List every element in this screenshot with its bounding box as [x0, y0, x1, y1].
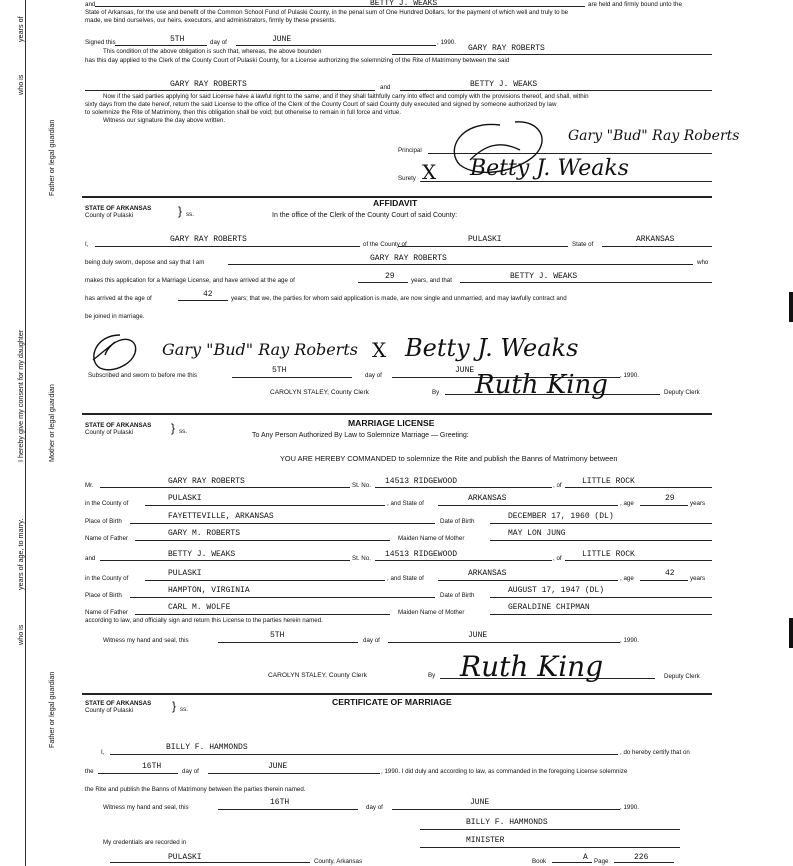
- cert-officiant: BILLY F. HAMMONDS: [466, 818, 548, 827]
- cert-the: the: [85, 768, 94, 775]
- affiant-bride-signature: Betty J. Weaks: [405, 334, 579, 362]
- bond-line2: State of Arkansas, for the use and benefit of the Common School Fund of Pulaski County, in the penal sum of One Hundred Dollars, for the payment of which well and truly to be: [85, 9, 569, 16]
- bond-and: and: [85, 1, 96, 8]
- lic-maiden: Maiden Name of Mother: [398, 535, 465, 542]
- cert-state: STATE OF ARKANSAS: [85, 700, 152, 707]
- aff-subscribed: Subscribed and sworn to before me this: [88, 372, 198, 379]
- lic-groom-state: ARKANSAS: [468, 494, 507, 503]
- lic-in-county: in the County of: [85, 500, 129, 507]
- cert-day-of: day of: [182, 768, 199, 775]
- aff-sub-year: , 1990.: [620, 372, 639, 379]
- aff-clerk-signature: Ruth King: [475, 370, 608, 400]
- aff-by: By: [432, 389, 440, 396]
- bond-held-bound: are held and firmly bound unto the: [588, 1, 682, 8]
- aff-makes: makes this application for a Marriage License, and have arrived at the age of: [85, 277, 295, 284]
- aff-years-that: years, and that: [411, 277, 452, 284]
- margin-who-is: who is: [16, 74, 25, 95]
- lic-clerk-signature: Ruth King: [460, 650, 604, 683]
- scan-mark: [789, 292, 793, 322]
- cert-w-dayof: day of: [366, 804, 383, 811]
- cert-county-ark: County, Arkansas: [314, 858, 363, 865]
- bond-principal-label: Principal: [398, 147, 422, 154]
- lic-w-month: JUNE: [468, 631, 488, 640]
- cert-i: I,: [101, 749, 105, 756]
- aff-state: STATE OF ARKANSAS: [85, 205, 152, 212]
- bond-groom2: GARY RAY ROBERTS: [170, 80, 247, 89]
- bond-day-of: day of: [210, 39, 227, 46]
- cert-w-day: 16TH: [270, 798, 290, 807]
- aff-age1: 29: [385, 272, 395, 281]
- bond-line3: made, we bind ourselves, our heirs, executors, and administrators, firmly by these presents.: [85, 17, 337, 24]
- lic-w-year: , 1990.: [620, 637, 639, 644]
- lic-deputy: Deputy Clerk: [664, 673, 700, 680]
- lic-groom-age: 29: [665, 494, 675, 503]
- bond-witness: Witness our signature the day above written.: [103, 117, 226, 124]
- lic-maiden-2: Maiden Name of Mother: [398, 609, 465, 616]
- lic-and-state: , and State of: [387, 500, 424, 507]
- aff-state-val: ARKANSAS: [636, 235, 675, 244]
- aff-of-county: of the County of: [363, 241, 407, 248]
- lic-county: County of Pulaski: [85, 429, 134, 436]
- aff-sub-month: JUNE: [455, 366, 475, 375]
- bond-day: 5TH: [170, 35, 185, 44]
- lic-groom-city: LITTLE ROCK: [582, 477, 635, 486]
- bond-condition: This condition of the above obligation is such that, whereas, the above bounden: [103, 48, 322, 55]
- lic-brace: }: [171, 421, 176, 435]
- aff-county: County of Pulaski: [85, 212, 134, 219]
- cert-certify: , do hereby certify that on: [620, 749, 690, 756]
- signature-flourish: [440, 110, 580, 190]
- margin-father-guardian: Father or legal guardian: [47, 119, 56, 196]
- lic-bride-pob: HAMPTON, VIRGINIA: [168, 586, 250, 595]
- lic-bride-st: 14513 RIDGEWOOD: [385, 550, 458, 559]
- lic-of: , of: [553, 482, 562, 489]
- lic-groom-pob: FAYETTEVILLE, ARKANSAS: [168, 512, 274, 521]
- lic-ss: ss.: [179, 428, 187, 435]
- cert-county: County of Pulaski: [85, 707, 134, 714]
- lic-bride: BETTY J. WEAKS: [168, 550, 236, 559]
- lic-of-2: , of: [553, 555, 562, 562]
- aff-state-of: State of: [572, 241, 594, 248]
- bond-surety-label: Surety: [398, 175, 416, 182]
- aff-deputy: Deputy Clerk: [664, 389, 700, 396]
- lic-years: years: [690, 500, 706, 507]
- cert-day: 16TH: [142, 762, 162, 771]
- aff-rest: years; that we, the parties for whom said application is made, are now single and unmarried, and may lawfully contract and: [231, 295, 567, 302]
- cert-officiant-title: MINISTER: [466, 836, 505, 845]
- bond-para3: to solemnize the Rite of Matrimony, then this obligation shall be void; but otherwise to remain in full force and virtue.: [85, 109, 401, 116]
- affiant-initial-flourish: [85, 330, 155, 375]
- aff-bride: BETTY J. WEAKS: [510, 272, 578, 281]
- lic-stno-2: St. No.: [352, 555, 371, 562]
- lic-bride-father: CARL M. WOLFE: [168, 603, 231, 612]
- surety-x-mark: X: [422, 160, 437, 184]
- lic-bride-dob: AUGUST 17, 1947 (DL): [508, 586, 605, 595]
- aff-joined: be joined in marriage.: [85, 313, 145, 320]
- lic-groom-county: PULASKI: [168, 494, 202, 503]
- margin-father-guardian-2: Father or legal guardian: [47, 671, 56, 748]
- cert-name: BILLY F. HAMMONDS: [166, 743, 248, 752]
- lic-bride-mother: GERALDINE CHIPMAN: [508, 603, 590, 612]
- lic-commanded: YOU ARE HEREBY COMMANDED to solemnize the Rite and publish the Banns of Matrimony between: [280, 454, 618, 463]
- bond-month: JUNE: [272, 35, 292, 44]
- aff-arrived: has arrived at the age of: [85, 295, 152, 302]
- bond-applied: has this day applied to the Clerk of the County Court of Pulaski County, for a License authorizing the solemnizing of the Rite of Matrimony between the said: [85, 57, 510, 64]
- margin-who-is-2: who is: [16, 624, 25, 645]
- margin-years-of: years of: [16, 16, 25, 42]
- lic-by: By: [428, 672, 436, 679]
- aff-brace: }: [178, 204, 183, 218]
- lic-and-state-2: , and State of: [387, 575, 424, 582]
- principal-signature: Gary "Bud" Ray Roberts: [568, 128, 740, 144]
- lic-dob-2: Date of Birth: [440, 592, 475, 599]
- affiant-x-mark: X: [372, 338, 387, 362]
- lic-bride-state: ARKANSAS: [468, 569, 507, 578]
- cert-brace: }: [172, 699, 177, 713]
- aff-ss: ss.: [186, 211, 194, 218]
- lic-bride-age: 42: [665, 569, 675, 578]
- lic-mr: Mr.: [85, 482, 94, 489]
- aff-age2: 42: [203, 290, 213, 299]
- affiant-groom-signature: Gary "Bud" Ray Roberts: [162, 340, 358, 359]
- cert-credentials: My credentials are recorded in: [103, 839, 187, 846]
- lic-years-2: years: [690, 575, 706, 582]
- cert-page-label: Page: [594, 858, 609, 865]
- bond-groom: GARY RAY ROBERTS: [468, 44, 545, 53]
- margin-years-of-age: years of age, to marry.: [16, 518, 25, 590]
- cert-w-year: , 1990.: [620, 804, 639, 811]
- lic-w-day: 5TH: [270, 631, 285, 640]
- cert-did-duly: , 1990. I did duly and according to law, as commanded in the foregoing License solemnize: [381, 768, 628, 775]
- lic-witness: Witness my hand and seal, this: [103, 637, 189, 644]
- aff-sub-day: 5TH: [272, 366, 287, 375]
- lic-groom-mother: MAY LON JUNG: [508, 529, 566, 538]
- lic-age: , age: [620, 500, 634, 507]
- bond-year: , 1990.: [437, 39, 456, 46]
- aff-county-val: PULASKI: [468, 235, 502, 244]
- lic-groom-father: GARY M. ROBERTS: [168, 529, 241, 538]
- bond-signed-this: Signed this: [85, 39, 116, 46]
- cert-witness: Witness my hand and seal, this: [103, 804, 189, 811]
- lic-stno: St. No.: [352, 482, 371, 489]
- bond-bride2: BETTY J. WEAKS: [470, 80, 538, 89]
- lic-clerk: CAROLYN STALEY, County Clerk: [268, 672, 367, 679]
- scan-mark: [789, 618, 793, 648]
- aff-title: AFFIDAVIT: [373, 198, 418, 208]
- cert-w-month: JUNE: [470, 798, 490, 807]
- aff-name2: GARY RAY ROBERTS: [370, 254, 447, 263]
- lic-groom: GARY RAY ROBERTS: [168, 477, 245, 486]
- lic-father-2: Name of Father: [85, 609, 128, 616]
- lic-groom-dob: DECEMBER 17, 1960 (DL): [508, 512, 614, 521]
- bond-para1: Now if the said parties applying for said License have a lawful right to the same, and if they shall faithfully carry into effect and comply with the provisions thereof, and shall, within: [103, 93, 589, 100]
- lic-state: STATE OF ARKANSAS: [85, 422, 152, 429]
- cert-title: CERTIFICATE OF MARRIAGE: [332, 697, 452, 707]
- aff-clerk: CAROLYN STALEY, County Clerk: [270, 389, 369, 396]
- aff-sub-dayof: day of: [365, 372, 382, 379]
- aff-who: who: [697, 259, 709, 266]
- cert-ss: ss.: [180, 706, 188, 713]
- lic-w-dayof: day of: [363, 637, 380, 644]
- surety-signature: Betty J. Weaks: [470, 156, 629, 181]
- margin-rule: [25, 0, 26, 866]
- lic-father: Name of Father: [85, 535, 128, 542]
- lic-age-2: , age: [620, 575, 634, 582]
- cert-page-val: 226: [634, 853, 649, 862]
- lic-in-county-2: in the County of: [85, 575, 129, 582]
- lic-bride-city: LITTLE ROCK: [582, 550, 635, 559]
- cert-rite: the Rite and publish the Banns of Matrimony between the parties therein named.: [85, 786, 306, 793]
- aff-i: I,: [85, 241, 89, 248]
- bond-and2: and: [380, 84, 391, 91]
- lic-pob-2: Place of Birth: [85, 592, 122, 599]
- bond-para2: sixty days from the date hereof, return the said License to the office of the Clerk of the County Court of said County duly executed and signed by someone authorized by law: [85, 101, 557, 108]
- margin-mother-guardian: Mother or legal guardian: [47, 384, 56, 462]
- cert-month: JUNE: [268, 762, 288, 771]
- lic-and: and: [85, 555, 96, 562]
- lic-pob: Place of Birth: [85, 518, 122, 525]
- cert-book-val: A: [583, 853, 588, 862]
- lic-bride-county: PULASKI: [168, 569, 202, 578]
- lic-to-any: To Any Person Authorized By Law to Solemnize Marriage — Greeting:: [252, 432, 469, 439]
- cert-book-label: Book: [532, 858, 547, 865]
- lic-title: MARRIAGE LICENSE: [348, 418, 435, 428]
- lic-groom-st: 14513 RIDGEWOOD: [385, 477, 458, 486]
- cert-cred-county: PULASKI: [168, 853, 202, 862]
- lic-according: according to law, and officially sign and return this License to the parties herein named.: [85, 617, 323, 624]
- lic-dob: Date of Birth: [440, 518, 475, 525]
- aff-office: In the office of the Clerk of the County Court of said County:: [272, 212, 458, 219]
- bond-bride-top: BETTY J. WEAKS: [370, 0, 438, 8]
- aff-sworn: being duly sworn, depose and say that I am: [85, 259, 205, 266]
- aff-name: GARY RAY ROBERTS: [170, 235, 247, 244]
- margin-consent: I hereby give my consent for my daughter: [16, 329, 25, 462]
